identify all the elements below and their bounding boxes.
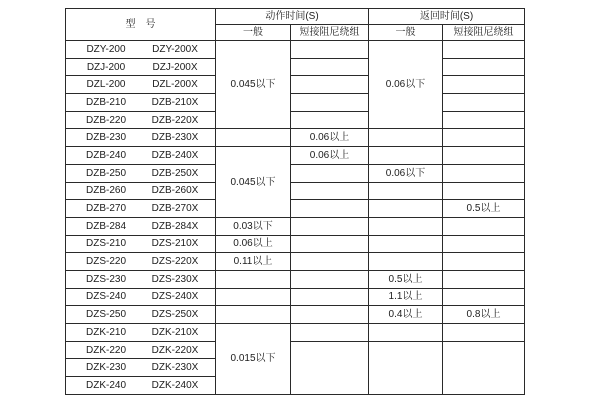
- action-general-cell: 0.045以下: [216, 41, 291, 129]
- model-cell: [66, 164, 216, 182]
- return-damped-cell: [443, 288, 525, 306]
- action-general-cell: [216, 306, 291, 324]
- action-damped-cell: [291, 235, 369, 253]
- return-general-cell: [369, 235, 443, 253]
- col-header-return-time: 返回时间(S): [369, 9, 525, 25]
- model-cell: [66, 76, 216, 94]
- spec-table-header: [66, 9, 525, 41]
- model-label: DZS-210: [85, 238, 126, 250]
- spec-table-body: [66, 41, 525, 395]
- action-damped-cell: [291, 217, 369, 235]
- model-label: DZS-210X: [151, 238, 199, 250]
- return-general-cell: [369, 129, 443, 147]
- action-general-cell: [216, 288, 291, 306]
- table-row: [66, 288, 525, 306]
- model-cell: [66, 147, 216, 165]
- model-cell: [66, 324, 216, 342]
- col-header-model: 型 号: [66, 9, 216, 41]
- action-general-cell: 0.06以上: [216, 235, 291, 253]
- return-damped-cell: [443, 58, 525, 76]
- model-pair: [66, 62, 215, 73]
- return-damped-cell: [443, 182, 525, 200]
- model-cell: [66, 111, 216, 129]
- table-row: [66, 164, 525, 182]
- model-label: DZY-200: [86, 43, 126, 55]
- return-damped-cell: [443, 270, 525, 288]
- action-damped-cell: 0.06以上: [291, 129, 369, 147]
- model-cell: [66, 306, 216, 324]
- model-pair: [66, 203, 215, 214]
- model-label: DZB-260: [85, 185, 126, 197]
- model-cell: [66, 253, 216, 271]
- model-pair: [66, 221, 215, 232]
- model-label: DZK-220X: [151, 344, 199, 356]
- model-cell: [66, 377, 216, 395]
- model-pair: [66, 327, 215, 338]
- model-label: DZB-270X: [151, 203, 199, 215]
- model-label: DZJ-200: [86, 61, 126, 73]
- table-row: [66, 41, 525, 59]
- model-label: DZK-210X: [151, 326, 199, 338]
- model-label: DZB-230X: [151, 132, 199, 144]
- action-damped-cell: [291, 200, 369, 218]
- model-cell: [66, 94, 216, 112]
- action-damped-cell: [291, 324, 369, 342]
- model-pair: [66, 362, 215, 373]
- return-general-cell: [369, 182, 443, 200]
- model-pair: [66, 291, 215, 302]
- model-pair: [66, 274, 215, 285]
- model-pair: [66, 79, 215, 90]
- action-damped-cell: [291, 111, 369, 129]
- table-row: [66, 253, 525, 271]
- return-damped-cell: 0.5以上: [443, 200, 525, 218]
- return-general-cell: 0.5以上: [369, 270, 443, 288]
- model-cell: [66, 288, 216, 306]
- return-damped-cell: [443, 164, 525, 182]
- model-label: DZB-250: [85, 167, 126, 179]
- table-row: [66, 129, 525, 147]
- model-label: DZB-284X: [151, 220, 199, 232]
- model-cell: [66, 270, 216, 288]
- model-label: DZJ-200X: [152, 61, 198, 73]
- model-label: DZK-240X: [151, 379, 199, 391]
- return-damped-cell: [443, 341, 525, 394]
- action-damped-cell: [291, 341, 369, 394]
- return-general-cell: [369, 324, 443, 342]
- model-label: DZB-240X: [151, 149, 199, 161]
- model-pair: [66, 309, 215, 320]
- action-damped-cell: [291, 76, 369, 94]
- model-label: DZS-250: [85, 309, 126, 321]
- model-label: DZS-220X: [151, 256, 199, 268]
- model-label: DZK-220: [85, 344, 126, 356]
- action-damped-cell: [291, 182, 369, 200]
- action-general-cell: 0.015以下: [216, 324, 291, 395]
- model-pair: [66, 345, 215, 356]
- table-row: [66, 270, 525, 288]
- return-damped-cell: [443, 147, 525, 165]
- return-general-cell: [369, 147, 443, 165]
- return-damped-cell: [443, 235, 525, 253]
- return-general-cell: 0.4以上: [369, 306, 443, 324]
- model-pair: [66, 185, 215, 196]
- model-label: DZK-230X: [151, 362, 199, 374]
- model-cell: [66, 58, 216, 76]
- return-damped-cell: [443, 217, 525, 235]
- model-label: DZY-200X: [152, 43, 198, 55]
- col-header-general-return: 一般: [369, 25, 443, 41]
- model-pair: [66, 256, 215, 267]
- model-label: DZL-200: [86, 79, 126, 91]
- action-damped-cell: [291, 41, 369, 59]
- model-cell: [66, 359, 216, 377]
- action-damped-cell: 0.06以上: [291, 147, 369, 165]
- col-header-action-time: 动作时间(S): [216, 9, 369, 25]
- col-header-general-action: 一般: [216, 25, 291, 41]
- model-label: DZB-270: [85, 203, 126, 215]
- model-label: DZB-284: [85, 220, 126, 232]
- model-label: DZS-240: [85, 291, 126, 303]
- header-row-groups: [66, 9, 525, 25]
- model-label: DZS-240X: [151, 291, 199, 303]
- return-damped-cell: [443, 111, 525, 129]
- return-damped-cell: [443, 129, 525, 147]
- model-label: DZB-210: [85, 96, 126, 108]
- return-general-cell: [369, 217, 443, 235]
- spec-table: [65, 8, 525, 395]
- action-damped-cell: [291, 253, 369, 271]
- return-general-cell: 0.06以下: [369, 164, 443, 182]
- return-general-cell: 0.06以下: [369, 41, 443, 129]
- return-damped-cell: [443, 253, 525, 271]
- model-cell: [66, 217, 216, 235]
- model-cell: [66, 182, 216, 200]
- action-damped-cell: [291, 58, 369, 76]
- col-header-damped-return: 短接阻尼绕组: [443, 25, 525, 41]
- return-damped-cell: [443, 41, 525, 59]
- table-row: [66, 306, 525, 324]
- model-label: DZB-260X: [151, 185, 199, 197]
- return-general-cell: 1.1以上: [369, 288, 443, 306]
- model-label: DZB-250X: [151, 167, 199, 179]
- model-pair: [66, 238, 215, 249]
- model-label: DZK-210: [85, 326, 126, 338]
- model-pair: [66, 44, 215, 55]
- action-general-cell: [216, 129, 291, 147]
- model-label: DZB-240: [85, 149, 126, 161]
- table-row: [66, 76, 525, 94]
- action-damped-cell: [291, 306, 369, 324]
- table-row: [66, 217, 525, 235]
- return-damped-cell: [443, 76, 525, 94]
- model-label: DZB-220X: [151, 114, 199, 126]
- table-row: [66, 341, 525, 359]
- model-label: DZS-230: [85, 273, 126, 285]
- table-row: [66, 235, 525, 253]
- model-label: DZK-240: [85, 379, 126, 391]
- action-damped-cell: [291, 164, 369, 182]
- action-damped-cell: [291, 94, 369, 112]
- table-row: [66, 58, 525, 76]
- model-label: DZB-210X: [151, 96, 199, 108]
- model-label: DZB-220: [85, 114, 126, 126]
- model-label: DZS-250X: [151, 309, 199, 321]
- col-header-damped-action: 短接阻尼绕组: [291, 25, 369, 41]
- model-cell: [66, 235, 216, 253]
- model-pair: [66, 380, 215, 391]
- table-row: [66, 94, 525, 112]
- action-damped-cell: [291, 288, 369, 306]
- return-general-cell: [369, 200, 443, 218]
- table-row: [66, 182, 525, 200]
- table-row: [66, 111, 525, 129]
- return-general-cell: [369, 253, 443, 271]
- model-cell: [66, 129, 216, 147]
- model-pair: [66, 115, 215, 126]
- model-label: DZB-230: [85, 132, 126, 144]
- model-pair: [66, 168, 215, 179]
- return-damped-cell: [443, 324, 525, 342]
- return-damped-cell: [443, 94, 525, 112]
- model-label: DZL-200X: [152, 79, 198, 91]
- model-label: DZS-220: [85, 256, 126, 268]
- action-general-cell: 0.03以下: [216, 217, 291, 235]
- return-damped-cell: 0.8以上: [443, 306, 525, 324]
- action-damped-cell: [291, 270, 369, 288]
- model-label: DZK-230: [85, 362, 126, 374]
- return-general-cell: [369, 341, 443, 394]
- table-row: [66, 200, 525, 218]
- model-pair: [66, 97, 215, 108]
- action-general-cell: 0.11以上: [216, 253, 291, 271]
- model-cell: [66, 200, 216, 218]
- model-pair: [66, 150, 215, 161]
- model-label: DZS-230X: [151, 273, 199, 285]
- table-row: [66, 324, 525, 342]
- model-cell: [66, 41, 216, 59]
- model-cell: [66, 341, 216, 359]
- action-general-cell: [216, 270, 291, 288]
- model-pair: [66, 132, 215, 143]
- action-general-cell: 0.045以下: [216, 147, 291, 218]
- table-row: [66, 147, 525, 165]
